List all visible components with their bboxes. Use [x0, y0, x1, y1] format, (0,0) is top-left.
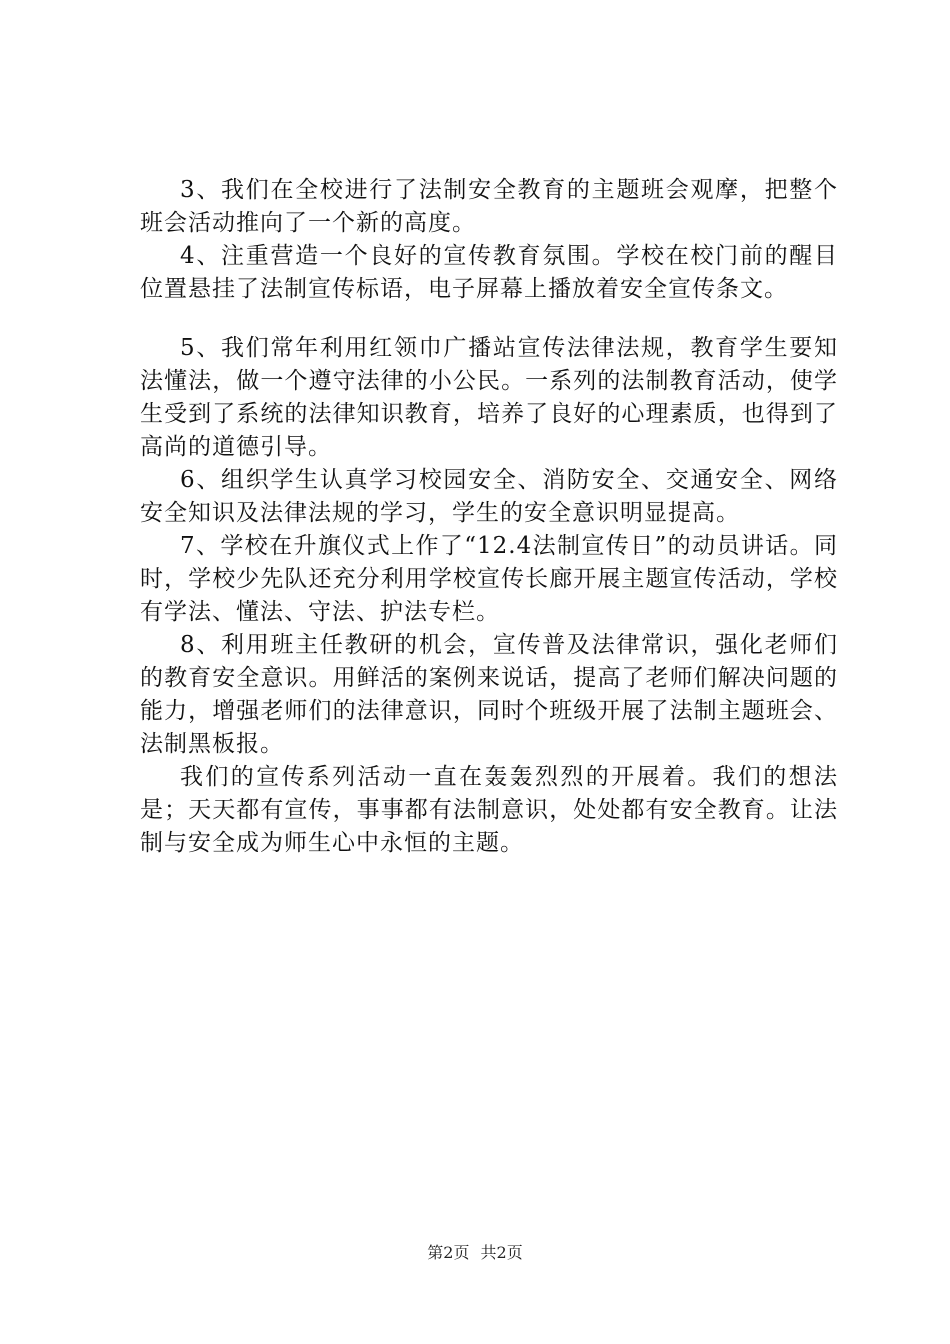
page-footer [0, 1243, 950, 1263]
paragraph-4: 4、注重营造一个良好的宣传教育氛围。学校在校门前的醒目位置悬挂了法制宣传标语，电子屏幕上播放着安全宣传条文。 [140, 243, 838, 302]
document-body [140, 174, 838, 860]
page-total: 共2页 [480, 1243, 523, 1262]
paragraph-conclusion: 我们的宣传系列活动一直在轰轰烈烈的开展着。我们的想法是；天天都有宣传，事事都有法制意识，处处都有安全教育。让法制与安全成为师生心中永恒的主题。 [140, 764, 838, 856]
paragraph-6: 6、组织学生认真学习校园安全、消防安全、交通安全、网络安全知识及法律法规的学习，学生的安全意识明显提高。 [140, 467, 838, 526]
paragraph-7: 7、学校在升旗仪式上作了“12.4法制宣传日”的动员讲话。同时，学校少先队还充分利用学校宣传长廊开展主题宣传活动，学校有学法、懂法、守法、护法专栏。 [140, 533, 838, 625]
paragraph-8: 8、利用班主任教研的机会，宣传普及法律常识，强化老师们的教育安全意识。用鲜活的案例来说话，提高了老师们解决问题的能力，增强老师们的法律意识，同时个班级开展了法制主题班会、法制黑板报。 [140, 632, 838, 757]
paragraph-5: 5、我们常年利用红领巾广播站宣传法律法规，教育学生要知法懂法，做一个遵守法律的小公民。一系列的法制教育活动，使学生受到了系统的法律知识教育，培养了良好的心理素质，也得到了高尚的道德引导。 [140, 335, 838, 460]
paragraph-3: 3、我们在全校进行了法制安全教育的主题班会观摩，把整个班会活动推向了一个新的高度。 [140, 177, 838, 236]
page-number: 第2页 [427, 1243, 470, 1262]
